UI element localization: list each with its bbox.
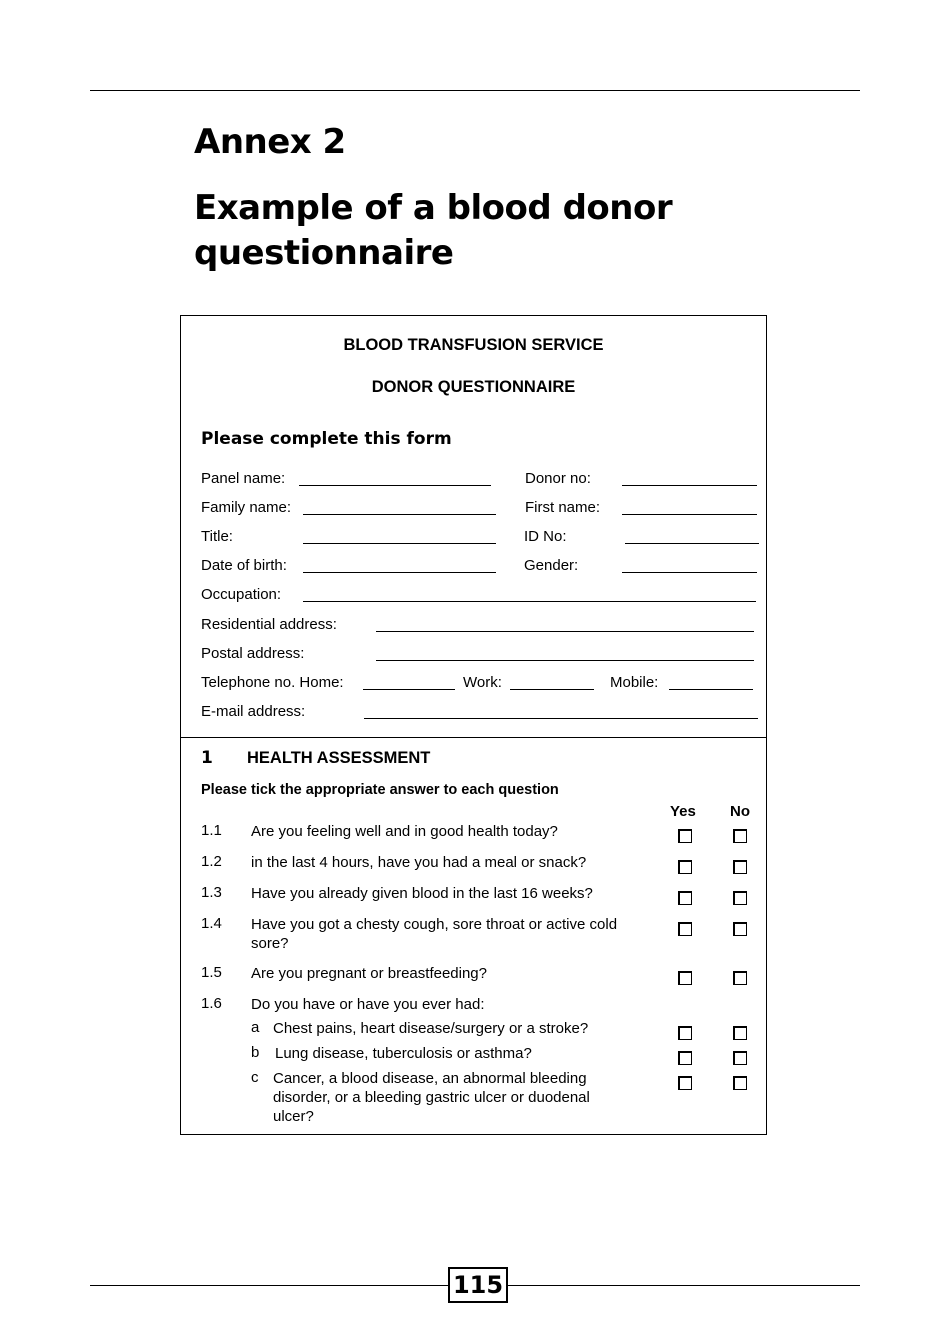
first-name-label: First name: bbox=[525, 499, 601, 516]
document-title-line-1: Example of a blood donor bbox=[194, 188, 673, 228]
yes-checkbox[interactable] bbox=[678, 1076, 692, 1090]
section-divider bbox=[181, 737, 766, 738]
email-address-field[interactable] bbox=[364, 718, 758, 719]
question-text: Do you have or have you ever had: bbox=[251, 996, 485, 1013]
question-number: 1.2 bbox=[201, 853, 222, 870]
footer-rule-right bbox=[508, 1285, 860, 1286]
question-text: Have you already given blood in the last 16 weeks? bbox=[251, 885, 593, 902]
question-text: Are you feeling well and in good health today? bbox=[251, 823, 558, 840]
subquestion-text: Lung disease, tuberculosis or asthma? bbox=[275, 1045, 532, 1062]
document-title bbox=[194, 186, 754, 276]
page-number: 115 bbox=[448, 1267, 508, 1303]
question-number: 1.5 bbox=[201, 964, 222, 981]
no-checkbox[interactable] bbox=[733, 860, 747, 874]
tick-instruction: Please tick the appropriate answer to each question bbox=[201, 782, 559, 798]
gender-field[interactable] bbox=[622, 572, 757, 573]
family-name-label: Family name: bbox=[201, 499, 292, 516]
no-checkbox[interactable] bbox=[733, 891, 747, 905]
first-name-field[interactable] bbox=[622, 514, 757, 515]
top-rule bbox=[90, 90, 860, 91]
work-phone-field[interactable] bbox=[510, 689, 594, 690]
mobile-phone-label: Mobile: bbox=[610, 674, 659, 691]
residential-address-field[interactable] bbox=[376, 631, 754, 632]
date-of-birth-label: Date of birth: bbox=[201, 557, 287, 574]
yes-checkbox[interactable] bbox=[678, 829, 692, 843]
gender-label: Gender: bbox=[524, 557, 579, 574]
occupation-label: Occupation: bbox=[201, 586, 282, 603]
no-checkbox[interactable] bbox=[733, 971, 747, 985]
document-title-line-2: questionnaire bbox=[194, 233, 454, 273]
donor-questionnaire-form bbox=[180, 315, 767, 1135]
residential-address-label: Residential address: bbox=[201, 616, 337, 633]
yes-checkbox[interactable] bbox=[678, 922, 692, 936]
title-label: Title: bbox=[201, 528, 233, 545]
postal-address-label: Postal address: bbox=[201, 645, 305, 662]
subquestion-letter: c bbox=[251, 1069, 259, 1086]
annex-title: Annex 2 bbox=[194, 122, 346, 162]
id-no-label: ID No: bbox=[524, 528, 567, 545]
subquestion-text: Chest pains, heart disease/surgery or a stroke? bbox=[273, 1020, 589, 1037]
no-column-header: No bbox=[730, 803, 750, 820]
question-text: Have you got a chesty cough, sore throat or active cold sore? bbox=[251, 916, 618, 952]
yes-checkbox[interactable] bbox=[678, 1051, 692, 1065]
question-number: 1.1 bbox=[201, 822, 222, 839]
yes-checkbox[interactable] bbox=[678, 971, 692, 985]
questionnaire-heading: DONOR QUESTIONNAIRE bbox=[371, 378, 576, 396]
id-no-field[interactable] bbox=[625, 543, 759, 544]
question-number: 1.4 bbox=[201, 915, 222, 932]
question-number: 1.6 bbox=[201, 995, 222, 1012]
service-heading: BLOOD TRANSFUSION SERVICE bbox=[343, 336, 604, 354]
question-text: in the last 4 hours, have you had a meal or snack? bbox=[251, 854, 587, 871]
telephone-home-field[interactable] bbox=[363, 689, 455, 690]
title-field[interactable] bbox=[303, 543, 496, 544]
occupation-field[interactable] bbox=[303, 601, 756, 602]
family-name-field[interactable] bbox=[303, 514, 496, 515]
yes-checkbox[interactable] bbox=[678, 1026, 692, 1040]
telephone-home-label: Telephone no. Home: bbox=[201, 674, 344, 691]
question-text: Are you pregnant or breastfeeding? bbox=[251, 965, 487, 982]
yes-checkbox[interactable] bbox=[678, 860, 692, 874]
no-checkbox[interactable] bbox=[733, 922, 747, 936]
work-phone-label: Work: bbox=[463, 674, 502, 691]
no-checkbox[interactable] bbox=[733, 1026, 747, 1040]
mobile-phone-field[interactable] bbox=[669, 689, 753, 690]
section-title: HEALTH ASSESSMENT bbox=[247, 749, 431, 767]
panel-name-label: Panel name: bbox=[201, 470, 286, 487]
email-address-label: E-mail address: bbox=[201, 703, 306, 720]
subquestion-letter: a bbox=[251, 1019, 260, 1036]
donor-no-label: Donor no: bbox=[525, 470, 591, 487]
yes-checkbox[interactable] bbox=[678, 891, 692, 905]
subquestion-text: Cancer, a blood disease, an abnormal bleeding disorder, or a bleeding gastric ulcer or duodenal ulcer? bbox=[273, 1070, 590, 1125]
postal-address-field[interactable] bbox=[376, 660, 754, 661]
panel-name-field[interactable] bbox=[299, 485, 491, 486]
no-checkbox[interactable] bbox=[733, 1051, 747, 1065]
date-of-birth-field[interactable] bbox=[303, 572, 496, 573]
yes-column-header: Yes bbox=[670, 803, 696, 820]
footer-rule-left bbox=[90, 1285, 448, 1286]
no-checkbox[interactable] bbox=[733, 829, 747, 843]
question-number: 1.3 bbox=[201, 884, 222, 901]
subquestion-letter: b bbox=[251, 1044, 260, 1061]
complete-form-instruction: Please complete this form bbox=[201, 429, 452, 449]
no-checkbox[interactable] bbox=[733, 1076, 747, 1090]
section-number: 1 bbox=[201, 748, 213, 768]
donor-no-field[interactable] bbox=[622, 485, 757, 486]
